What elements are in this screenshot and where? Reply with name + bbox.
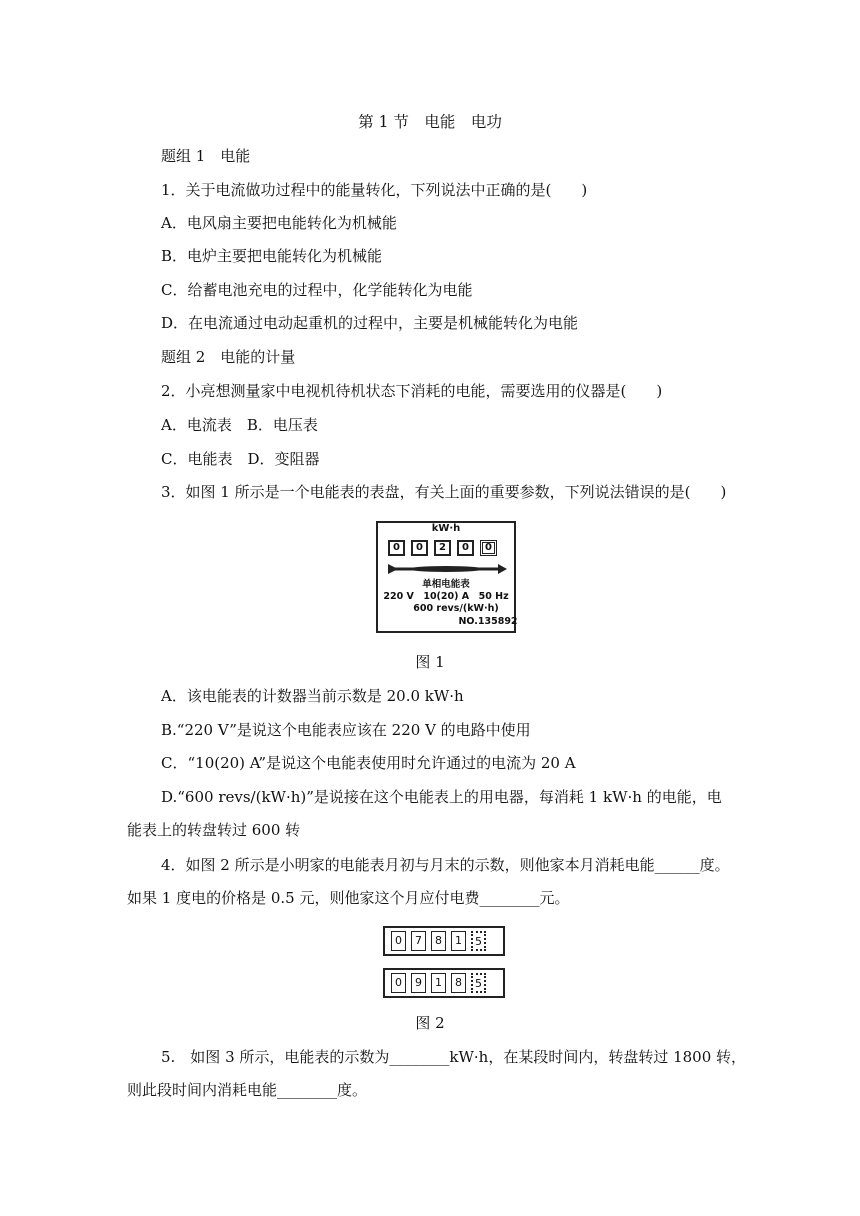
question-1-option-c: C．给蓄电池充电的过程中，化学能转化为电能: [161, 281, 473, 299]
question-4-line-2: 如果 1 度电的价格是 0.5 元，则他家这个月应付电费________元。: [127, 889, 570, 907]
meter-digit: 8: [451, 973, 466, 993]
question-3-option-c: C．“10(20) A”是说这个电能表使用时允许通过的电流为 20 A: [161, 754, 576, 772]
energy-meter-reading-start: [383, 926, 505, 956]
question-5-line-1: 5. 如图 3 所示，电能表的示数为________kW·h，在某段时间内，转盘转过 1800 转，: [161, 1048, 747, 1066]
meter-unit-label: kW·h: [431, 523, 461, 534]
meter-digit: 1: [431, 973, 446, 993]
meter-counter: [388, 540, 497, 556]
question-3-stem: 3．如图 1 所示是一个电能表的表盘，有关上面的重要参数，下列说法错误的是( ): [161, 483, 727, 501]
question-2-options-cd: C．电能表 D．变阻器: [161, 450, 320, 468]
meter-digit-decimal: 5: [471, 973, 486, 993]
meter-digit: 0: [388, 540, 405, 556]
meter-digit: 9: [411, 973, 426, 993]
meter-spec-label: 220 V 10(20) A 50 Hz: [383, 591, 509, 602]
question-4-line-1: 4．如图 2 所示是小明家的电能表月初与月末的示数，则他家本月消耗电能______度。: [161, 856, 730, 874]
meter-digit: 0: [391, 973, 406, 993]
meter-revs-label: 600 revs/(kW·h): [413, 603, 499, 614]
question-1-option-b: B．电炉主要把电能转化为机械能: [161, 247, 383, 265]
group-heading-1: 题组 1 电能: [161, 147, 251, 165]
meter-digit-decimal: 5: [471, 931, 486, 951]
question-3-option-b: B.“220 V”是说这个电能表应该在 220 V 的电路中使用: [161, 721, 531, 739]
question-3-option-d-line-1: D.“600 revs/(kW·h)”是说接在这个电能表上的用电器，每消耗 1 kW·h 的电能，电: [161, 788, 722, 806]
figure-1-caption: 图 1: [415, 653, 445, 671]
question-1-stem: 1．关于电流做功过程中的能量转化，下列说法中正确的是( ): [161, 181, 588, 199]
meter-digit: 7: [411, 931, 426, 951]
meter-type-label: 单相电能表: [422, 579, 470, 590]
figure-2-caption: 图 2: [415, 1014, 445, 1032]
meter-digit: 0: [391, 931, 406, 951]
meter-digit: 0: [411, 540, 428, 556]
meter-digit: 1: [451, 931, 466, 951]
section-title: 第 1 节 电能 电功: [358, 113, 502, 131]
rotating-disc-arrow-icon: [386, 563, 508, 575]
question-5-line-2: 则此段时间内消耗电能________度。: [127, 1081, 368, 1099]
energy-meter-figure-1: [376, 521, 516, 633]
energy-meter-reading-end: [383, 968, 505, 998]
meter-serial-label: NO.135892: [458, 616, 518, 627]
question-2-stem: 2．小亮想测量家中电视机待机状态下消耗的电能，需要选用的仪器是( ): [161, 382, 663, 400]
question-1-option-a: A．电风扇主要把电能转化为机械能: [161, 214, 397, 232]
meter-digit: 2: [434, 540, 451, 556]
meter-digit: 8: [431, 931, 446, 951]
meter-digit-decimal: 0: [480, 540, 497, 556]
question-2-options-ab: A．电流表 B．电压表: [161, 416, 318, 434]
question-3-option-d-line-2: 能表上的转盘转过 600 转: [127, 821, 301, 839]
group-heading-2: 题组 2 电能的计量: [161, 348, 296, 366]
question-1-option-d: D．在电流通过电动起重机的过程中，主要是机械能转化为电能: [161, 314, 579, 332]
meter-digit: 0: [457, 540, 474, 556]
question-3-option-a: A．该电能表的计数器当前示数是 20.0 kW·h: [161, 687, 464, 705]
